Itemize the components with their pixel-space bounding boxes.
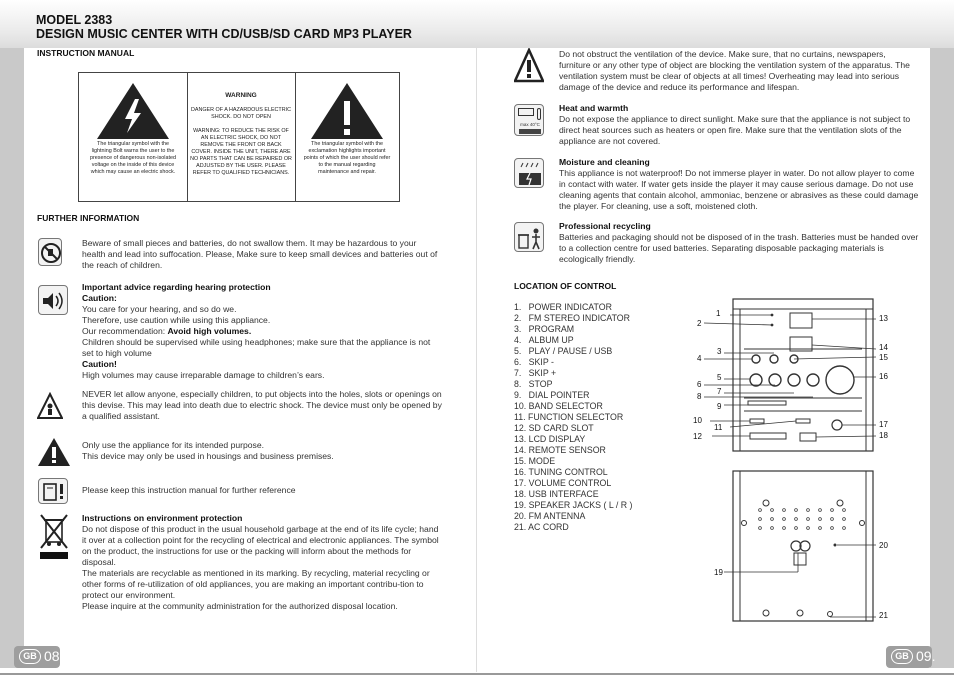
page-number-right [886,646,936,668]
diagram-label: 3 [717,347,722,356]
moisture-text: This appliance is not waterproof! Do not immerse player in water. Do not allow player to come in contact with water. If water gets inside the player it may cause serious damage. Do not use cleaning agents that contain alcohol, ammoniac, benzene or abrasives as these could damage the player. For cleaning, use a soft, moistened cloth. [559,168,919,211]
never-text: NEVER let allow anyone, especially children, to put objects into the holes, slots or openings on this devise. This may lead into death due to electric shock. The device must only be opened by a qualified assistant. [82,389,442,421]
small-parts-text: Beware of small pieces and batteries, do not swallow them. It may be hazardous to your health and lead into suffocation. Please, Make sure to keep small devices and batteries out of the reach of children. [82,238,438,270]
warning-text: DANGER OF A HAZARDOUS ELECTRIC SHOCK. DO NOT OPEN WARNING: TO REDUCE THE RISK OF AN ELECTRIC SHOCK, DO NOT REMOVE THE FRONT OR BACK COVER. INSIDE THE UNIT, THERE ARE NO PARTS THAT CAN BE REPAIRED OR ADJUSTED BY THE USER. PLEASE REFER TO QUALIFIED TECHNICIANS. [190,107,292,176]
diagram-label: 17 [879,420,888,429]
control-list-item: 19. SPEAKER JACKS ( L / R ) [514,500,633,510]
control-list-item: 8. STOP [514,379,553,389]
right-margin-bar [930,48,954,668]
hearing-line-3: Children should be supervised while using headphones; make sure that the appliance is not set to high volume [82,337,431,358]
ventilation-warning-icon [514,48,544,84]
diagram-label: 13 [879,314,888,323]
diagram-label: 10 [693,416,702,425]
diagram-label: 8 [697,392,702,401]
diagram-label: 1 [716,309,721,318]
caution-triangle-icon [37,436,71,468]
model-title: MODEL 2383 [36,13,113,27]
lightning-explanation: The triangular symbol with the lightning Bolt warns the user to the presence of dangerous non-isolated voltage on the inside of this device which may cause an electric shock. [89,141,176,175]
diagram-label: 18 [879,431,888,440]
hearing-line-1: You care for your hearing, and so do we. [82,304,237,314]
control-list-item: 3. PROGRAM [514,324,575,334]
recommendation-prefix: Our recommendation: [82,326,168,336]
recycling-text: Batteries and packaging should not be disposed of in the trash. Batteries must be handed over to a collection centre for used batteries. Separating disposable packaging materials is ecologically friendly. [559,232,919,264]
heat-section [559,103,921,147]
page-number: 09. [916,648,936,664]
recycling-icon [514,222,544,252]
diagram-label: 16 [879,372,888,381]
heat-icon [514,104,544,136]
control-list-item: 15. MODE [514,456,556,466]
diagram-label: 19 [714,568,723,577]
control-list-item: 20. FM ANTENNA [514,511,586,521]
exclamation-triangle-icon [309,81,385,141]
page-number: 08. [44,648,64,664]
small-parts-icon [38,238,62,266]
control-list-item: 6. SKIP - [514,357,554,367]
moisture-icon [514,158,544,188]
page-divider [476,48,477,672]
recycling-section [559,221,921,265]
environment-section [82,513,442,612]
warning-title: WARNING [225,92,257,99]
control-list-item: 17. VOLUME CONTROL [514,478,612,488]
further-info-heading: FURTHER INFORMATION [37,213,140,223]
max-temp-label: max 40°C [520,122,540,127]
intended-line-2: This device may only be used in housings and business premises. [82,451,334,461]
hearing-title: Important advice regarding hearing protection [82,282,271,292]
diagram-label: 14 [879,343,888,352]
intended-line-1: Only use the appliance for its intended purpose. [82,440,265,450]
control-list-item: 1. POWER INDICATOR [514,302,612,312]
environment-p1: Do not dispose of this product in the usual household garbage at the end of its life cycle; hand it over at a collection point for the recycling of electrical and electronic appliances. The symbol on the product, the instructions for use or the packing will inform about the methods for disposal. [82,524,439,567]
diagram-label: 2 [697,319,702,328]
ventilation-text: Do not obstruct the ventilation of the device. Make sure, that no curtains, newspapers, furniture or any other type of object are blocking the ventilation system of the apparatus. The ventilation system must be clear of objects at all times! Overheating may lead into serious damage of the device and reduce its performance and lifespan. [559,49,910,92]
hearing-line-4: High volumes may cause irreparable damage to children’s ears. [82,370,325,380]
hearing-section [82,282,442,381]
product-title: DESIGN MUSIC CENTER WITH CD/USB/SD CARD MP3 PLAYER [36,27,412,41]
manual-label: INSTRUCTION MANUAL [37,48,135,58]
diagram-label: 15 [879,353,888,362]
moisture-section [559,157,921,212]
control-list-item: 12. SD CARD SLOT [514,423,594,433]
control-list-item: 21. AC CORD [514,522,569,532]
diagram-label: 6 [697,380,702,389]
lightning-triangle-icon [95,81,171,141]
control-list-item: 11. FUNCTION SELECTOR [514,412,624,422]
intended-use-text [82,440,442,462]
left-margin-bar [0,48,24,668]
language-badge: GB [891,649,913,664]
manual-book-icon [38,478,68,504]
control-list-item: 10. BAND SELECTOR [514,401,603,411]
moisture-title: Moisture and cleaning [559,157,650,167]
diagram-label: 11 [714,423,723,432]
diagram-label: 4 [697,354,702,363]
location-heading: LOCATION OF CONTROL [514,281,617,291]
language-badge: GB [19,649,41,664]
diagram-label: 9 [717,402,722,411]
control-list-item: 7. SKIP + [514,368,557,378]
diagram-label: 7 [717,387,722,396]
weee-bin-icon [37,512,71,560]
control-list-item: 13. LCD DISPLAY [514,434,586,444]
control-list-item: 5. PLAY / PAUSE / USB [514,346,613,356]
control-list [514,302,694,533]
hearing-icon [38,285,68,315]
exclamation-explanation: The triangular symbol with the exclamation highlights important points of which the user should refer to the manual regarding maintenance and repair. [303,141,391,175]
child-shock-icon [37,392,63,420]
hearing-recommendation [82,326,442,337]
heat-text: Do not expose the appliance to direct sunlight. Make sure that the appliance is not subject to direct heat sources such as heaters or open fire. Make sure that the ventilation slots of the appliance are not covered. [559,114,911,146]
keep-manual-text: Please keep this instruction manual for further reference [82,485,296,495]
environment-p2: The materials are recyclable as mentioned in its marking. By recycling, material recycling or other forms of re-utilization of old appliances, you are making an important contribu-tion to protect our environment. [82,568,430,600]
diagram-label: 20 [879,541,888,550]
diagram-label: 12 [693,432,702,441]
heat-title: Heat and warmth [559,103,629,113]
control-list-item: 9. DIAL POINTER [514,390,590,400]
warning-box [78,72,400,202]
recycling-title: Professional recycling [559,221,651,231]
control-list-item: 14. REMOTE SENSOR [514,445,606,455]
hearing-line-2: Therefore, use caution while using this appliance. [82,315,271,325]
diagram-label: 21 [879,611,888,620]
diagram-label: 5 [717,373,722,382]
recommendation-bold: Avoid high volumes. [167,326,252,336]
control-list-item: 18. USB INTERFACE [514,489,599,499]
hearing-caution-1: Caution: [82,293,117,303]
control-list-item: 2. FM STEREO INDICATOR [514,313,631,323]
control-list-item: 4. ALBUM UP [514,335,574,345]
environment-title: Instructions on environment protection [82,513,243,523]
environment-p3: Please inquire at the community administration for the authorized disposal location. [82,601,398,611]
hearing-caution-2: Caution! [82,359,117,369]
page-number-left [14,646,64,668]
control-list-item: 16. TUNING CONTROL [514,467,608,477]
